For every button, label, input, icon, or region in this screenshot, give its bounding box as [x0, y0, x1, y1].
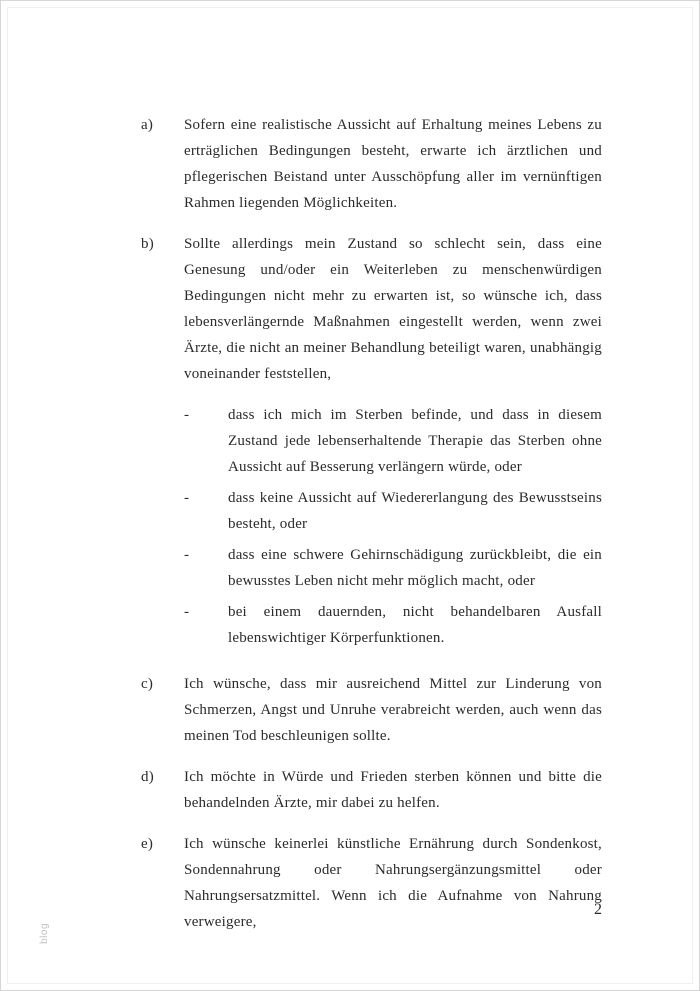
bullet-item	[184, 402, 602, 480]
section-body	[184, 231, 602, 656]
section-body	[184, 112, 602, 216]
bullet-item	[184, 542, 602, 594]
watermark-text: blog	[39, 923, 50, 944]
section-d	[141, 764, 602, 816]
section-text: Ich wünsche, dass mir ausreichend Mittel zur Linderung von Schmerzen, Angst und Unruhe verabreicht werden, auch wenn das meinen Tod beschleunigen sollte.	[184, 676, 602, 744]
bullet-item	[184, 485, 602, 537]
bullet-dash: -	[184, 490, 190, 506]
document-content	[141, 112, 602, 950]
section-body	[184, 671, 602, 749]
section-text: Ich wünsche keinerlei künstliche Ernährung durch Sondenkost, Sondennahrung oder Nahrungsergänzungsmittel oder Nahrungsersatzmittel. Wenn ich die Aufnahme von Nahrung verweigere,	[184, 836, 602, 930]
section-label: a)	[141, 117, 154, 133]
section-a	[141, 112, 602, 216]
bullet-text: bei einem dauernden, nicht behandelbaren Ausfall lebenswichtiger Körperfunktionen.	[228, 604, 602, 646]
section-text: Sofern eine realistische Aussicht auf Erhaltung meines Lebens zu erträglichen Bedingungen besteht, erwarte ich ärztlichen und pflegerischen Beistand unter Ausschöpfung aller im vernünftigen Rahmen liegenden Möglichkeiten.	[184, 117, 602, 211]
bullet-text: dass ich mich im Sterben befinde, und dass in diesem Zustand jede lebenserhaltende Therapie das Sterben ohne Aussicht auf Besserung verlängern würde, oder	[228, 407, 602, 475]
section-body	[184, 764, 602, 816]
section-text: Sollte allerdings mein Zustand so schlecht sein, dass eine Genesung und/oder ein Weiterleben zu menschenwürdigen Bedingungen nicht mehr zu erwarten ist, so wünsche ich, dass lebensverlängernde Maßnahmen eingestellt werden, wenn zwei Ärzte, die nicht an meiner Behandlung beteiligt waren, unabhängig voneinander feststellen,	[184, 236, 602, 382]
bullet-text: dass eine schwere Gehirnschädigung zurückbleibt, die ein bewusstes Leben nicht mehr möglich macht, oder	[228, 547, 602, 589]
bullet-dash: -	[184, 407, 190, 423]
bullet-item	[184, 599, 602, 651]
bullet-list	[184, 402, 602, 651]
section-label: b)	[141, 236, 154, 252]
section-c	[141, 671, 602, 749]
bullet-dash: -	[184, 604, 190, 620]
section-label: c)	[141, 676, 154, 692]
page-number: 2	[594, 901, 602, 918]
bullet-text: dass keine Aussicht auf Wiedererlangung des Bewusstseins besteht, oder	[228, 490, 602, 532]
section-b	[141, 231, 602, 656]
section-body	[184, 831, 602, 935]
section-e	[141, 831, 602, 935]
section-label: d)	[141, 769, 154, 785]
section-label: e)	[141, 836, 154, 852]
bullet-dash: -	[184, 547, 190, 563]
section-text: Ich möchte in Würde und Frieden sterben können und bitte die behandelnden Ärzte, mir dabei zu helfen.	[184, 769, 602, 811]
